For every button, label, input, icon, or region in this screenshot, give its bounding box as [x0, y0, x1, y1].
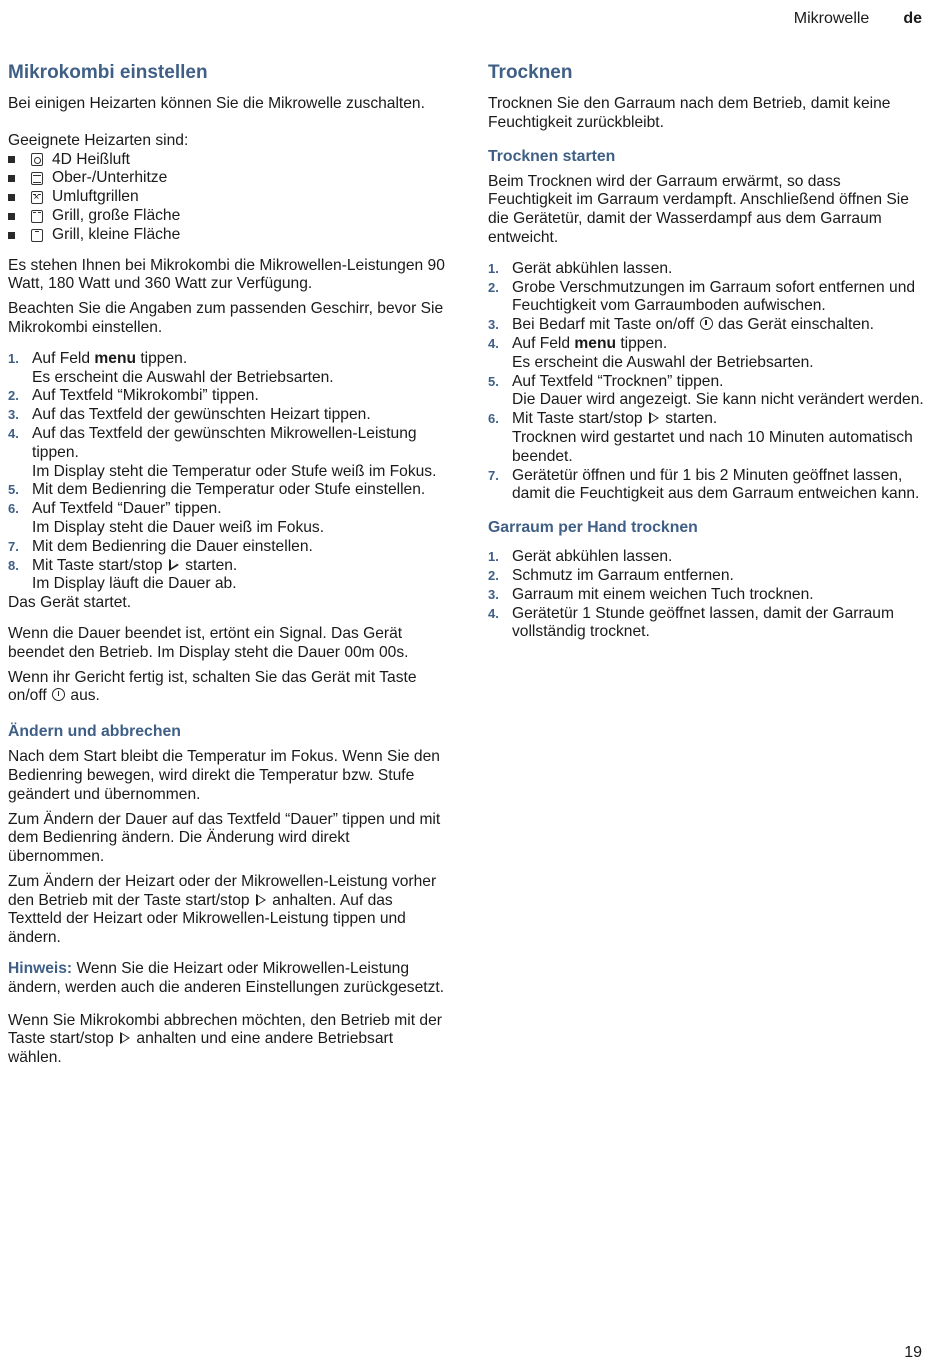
fan-grill-icon	[31, 191, 43, 204]
menu-field-label: menu	[574, 334, 616, 352]
step-item	[8, 557, 448, 595]
language-code: de	[903, 10, 922, 27]
change-text-2: Zum Ändern der Dauer auf das Textfeld “Dauer” tippen und mit dem Bedienring ändern. Die Änderung wird direkt übernommen.	[8, 810, 441, 866]
mikrokombi-steps	[8, 350, 448, 594]
step-number: 6.	[8, 501, 19, 517]
step-number: 2.	[8, 388, 19, 404]
step-item	[8, 350, 448, 388]
step-text: Auf das Textfeld der gewünschten Mikrowellen-Leistung tippen.	[32, 424, 417, 461]
step-number: 1.	[8, 350, 19, 366]
grill-small-icon	[31, 229, 43, 242]
step-text: Mit dem Bedienring die Temperatur oder Stufe einstellen.	[32, 481, 426, 499]
page-number: 19	[904, 1344, 922, 1361]
grill-large-icon	[31, 210, 43, 223]
change-text-part: anhalten. Auf das Textteld der Heizart oder Mikrowellen-Leistung tippen und ändern.	[8, 891, 406, 947]
step-result: Im Display steht die Dauer weiß im Fokus.	[32, 518, 325, 536]
step-text: Auf Textfeld “Dauer” tippen.	[32, 500, 222, 518]
cancel-text-part: Wenn Sie Mikrokombi abbrechen möchten, den Betrieb mit der Taste start/stop	[8, 1011, 442, 1048]
device-starts-text: Das Gerät startet.	[8, 594, 132, 612]
section-name: Mikrowelle	[793, 10, 870, 27]
step-text: Schmutz im Garraum entfernen.	[512, 566, 734, 584]
top-bottom-heat-icon	[31, 172, 43, 185]
end-text: Wenn die Dauer beendet ist, ertönt ein Signal. Das Gerät beendet den Betrieb. Im Display steht die Dauer 00m 00s.	[8, 624, 409, 661]
off-text	[8, 669, 448, 707]
trocknen-intro: Trocknen Sie den Garraum nach dem Betrieb, damit keine Feuchtigkeit zurückbleibt.	[488, 95, 891, 131]
step-number: 5.	[488, 373, 499, 389]
step-result: Es erscheint die Auswahl der Betriebsarten.	[512, 353, 814, 371]
step-text: starten.	[180, 556, 238, 574]
bullet-icon	[8, 156, 15, 163]
hot-air-4d-icon	[31, 153, 43, 166]
heating-mode-list	[8, 151, 448, 245]
change-text-3	[8, 873, 448, 948]
off-text-part: aus.	[66, 687, 100, 705]
suitable-label: Geeignete Heizarten sind:	[8, 131, 189, 149]
step-item	[8, 387, 448, 406]
step-number: 2.	[488, 279, 499, 295]
step-text: Auf Feld	[512, 334, 575, 352]
step-text: Garraum mit einem weichen Tuch trocknen.	[512, 585, 814, 603]
step-item	[488, 605, 928, 643]
step-text: Gerät abkühlen lassen.	[512, 548, 673, 566]
step-item	[488, 373, 928, 411]
menu-field-label: menu	[94, 349, 136, 367]
step-text: starten.	[660, 410, 718, 428]
change-text-1: Nach dem Start bleibt die Temperatur im Fokus. Wenn Sie den Bedienring bewegen, wird direkt die Temperatur bzw. Stufe geändert und übernommen.	[8, 748, 440, 803]
list-item	[8, 169, 448, 188]
heating-mode-label: Ober-/Unterhitze	[52, 169, 168, 187]
step-number: 7.	[8, 538, 19, 554]
step-item	[488, 316, 928, 335]
step-item	[488, 586, 928, 605]
step-item	[488, 335, 928, 373]
change-text-part: Zum Ändern der Heizart oder der Mikrowellen-Leistung vorher den Betrieb mit der Taste start/stop	[8, 872, 437, 909]
step-item	[8, 481, 448, 500]
start-stop-icon	[120, 1032, 130, 1044]
step-text: Mit Taste start/stop	[32, 556, 167, 574]
step-number: 1.	[488, 260, 499, 276]
step-number: 3.	[488, 586, 499, 602]
step-text: Mit dem Bedienring die Dauer einstellen.	[32, 537, 313, 555]
step-item	[488, 410, 928, 466]
page-header	[794, 10, 922, 28]
list-item	[8, 188, 448, 207]
cancel-text	[8, 1012, 448, 1068]
section-title-trocknen: Trocknen	[488, 62, 573, 83]
bullet-icon	[8, 175, 15, 182]
step-item	[488, 467, 928, 505]
step-text: Grobe Verschmutzungen im Garraum sofort entfernen und Feuchtigkeit vom Garraumboden aufwischen.	[512, 278, 916, 315]
step-result: Im Display läuft die Dauer ab.	[32, 575, 237, 593]
bullet-icon	[8, 194, 15, 201]
bullet-icon	[8, 213, 15, 220]
step-text: Auf Textfeld “Trocknen” tippen.	[512, 372, 724, 390]
step-text: Gerät abkühlen lassen.	[512, 259, 673, 277]
trocknen-steps	[488, 260, 928, 504]
left-column	[8, 60, 448, 1074]
section-title-mikrokombi: Mikrokombi einstellen	[8, 62, 208, 83]
hand-steps	[488, 548, 928, 642]
step-text: das Gerät einschalten.	[713, 316, 875, 334]
trocknen-start-text: Beim Trocknen wird der Garraum erwärmt, so dass Feuchtigkeit im Garraum verdampft. Anschließend öffnen Sie die Gerätetür, damit der Wasserdampf aus dem Garraum entweicht.	[488, 172, 909, 246]
list-item	[8, 207, 448, 226]
step-number: 3.	[8, 407, 19, 423]
step-text: Auf Feld	[32, 349, 95, 367]
step-item	[488, 279, 928, 317]
step-text: Auf das Textfeld der gewünschten Heizart tippen.	[32, 406, 371, 424]
subtitle-change-cancel: Ändern und abbrechen	[8, 723, 181, 741]
step-item	[8, 425, 448, 481]
step-text: Auf Textfeld “Mikrokombi” tippen.	[32, 387, 259, 405]
step-item	[8, 538, 448, 557]
heating-mode-label: Grill, große Fläche	[52, 206, 181, 224]
step-number: 6.	[488, 411, 499, 427]
step-result: Die Dauer wird angezeigt. Sie kann nicht verändert werden.	[512, 391, 924, 409]
step-item	[488, 260, 928, 279]
step-number: 7.	[488, 467, 499, 483]
heating-mode-label: 4D Heißluft	[52, 150, 130, 168]
step-text: tippen.	[136, 349, 188, 367]
start-stop-icon	[256, 894, 266, 906]
power-text: Es stehen Ihnen bei Mikrokombi die Mikrowellen-Leistungen 90 Watt, 180 Watt und 360 Watt zur Verfügung.	[8, 256, 445, 293]
step-result: Trocknen wird gestartet und nach 10 Minuten automatisch beendet.	[512, 428, 913, 465]
step-item	[8, 406, 448, 425]
step-result: Im Display steht die Temperatur oder Stufe weiß im Fokus.	[32, 462, 437, 480]
start-stop-icon	[169, 559, 179, 571]
step-text: Gerätetür öffnen und für 1 bis 2 Minuten geöffnet lassen, damit die Feuchtigkeit aus dem Garraum entweichen kann.	[512, 466, 920, 503]
step-text: Bei Bedarf mit Taste on/off	[512, 316, 699, 334]
step-number: 4.	[8, 425, 19, 441]
step-item	[8, 500, 448, 538]
heating-mode-label: Umluftgrillen	[52, 188, 139, 206]
step-text: tippen.	[616, 334, 668, 352]
list-item	[8, 226, 448, 245]
heating-mode-label: Grill, kleine Fläche	[52, 225, 181, 243]
hint-note	[8, 960, 448, 998]
subtitle-trocknen-starten: Trocknen starten	[488, 147, 616, 165]
step-number: 8.	[8, 557, 19, 573]
subtitle-hand-trocknen: Garraum per Hand trocknen	[488, 519, 698, 537]
right-column	[488, 60, 928, 648]
step-number: 4.	[488, 335, 499, 351]
step-text: Gerätetür 1 Stunde geöffnet lassen, damit der Garraum vollständig trocknet.	[512, 604, 894, 641]
step-number: 3.	[488, 317, 499, 333]
step-number: 5.	[8, 482, 19, 498]
hint-text: Wenn Sie die Heizart oder Mikrowellen-Leistung ändern, werden auch die anderen Einstellungen zurückgesetzt.	[8, 960, 445, 996]
power-icon	[700, 317, 713, 330]
bullet-icon	[8, 232, 15, 239]
start-stop-icon	[649, 412, 659, 424]
list-item	[8, 151, 448, 170]
step-number: 1.	[488, 549, 499, 565]
step-item	[488, 567, 928, 586]
step-result: Es erscheint die Auswahl der Betriebsarten.	[32, 368, 334, 386]
step-text: Mit Taste start/stop	[512, 410, 647, 428]
power-icon	[52, 688, 65, 701]
cancel-text-part: anhalten und eine andere Betriebsart wählen.	[8, 1030, 394, 1067]
step-item	[488, 548, 928, 567]
step-number: 4.	[488, 605, 499, 621]
off-text-part: Wenn ihr Gericht fertig ist, schalten Sie das Gerät mit Taste on/off	[8, 668, 417, 705]
step-number: 2.	[488, 567, 499, 583]
hint-label: Hinweis:	[8, 960, 73, 978]
intro-text: Bei einigen Heizarten können Sie die Mikrowelle zuschalten.	[8, 95, 425, 112]
dishes-text: Beachten Sie die Angaben zum passenden Geschirr, bevor Sie Mikrokombi einstellen.	[8, 300, 444, 336]
